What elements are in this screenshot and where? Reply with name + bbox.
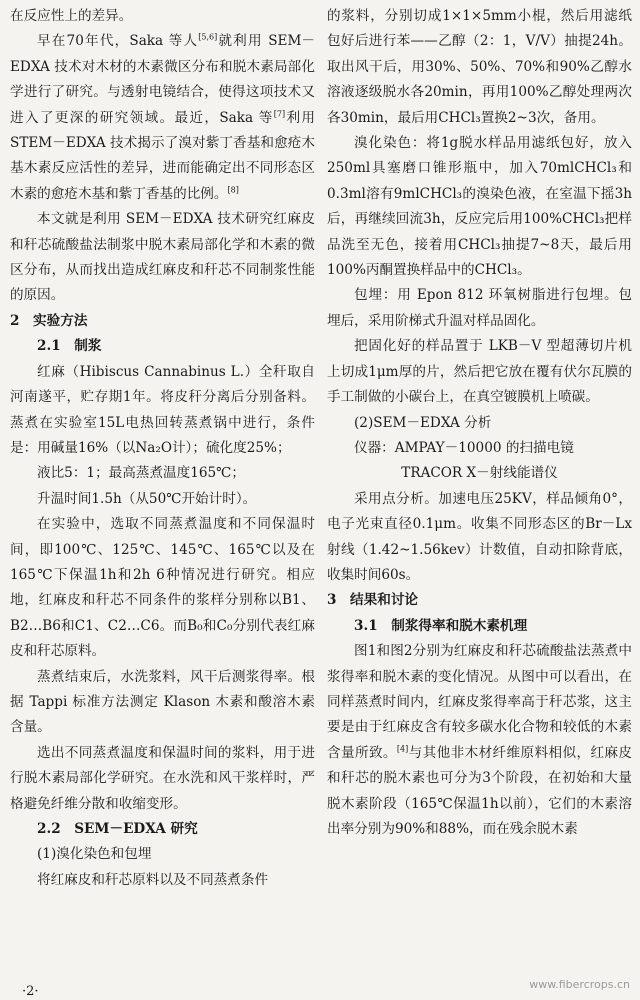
sub-heading-sem-analysis: (2)SEM－EDXA 分析 [354, 414, 492, 431]
right-column [327, 4, 632, 842]
paragraph: 在反应性上的差异。 [10, 8, 133, 24]
paragraph-cut: 将红麻皮和秆芯原料以及不同蒸煮条件 [37, 871, 269, 888]
paragraph-instrument: 仪器：AMPAY－10000 的扫描电镜 [354, 439, 574, 456]
paragraph-intro-saka: 早在70年代，Saka 等人[5,6]就利用 SEM－EDXA 技术对木材的木素微区分布和脱木素局部化学进行了研究。与透射电镜结合，使得这项技术又进入了更深的研究领域。最近，Saka 等[7]利用 STEM－EDXA 技术揭示了溴对紫丁香基和愈疮木基木素反应活性的差异，进而能确定出不同形态区木素的愈疮木基和紫丁香基的比例。[8] [10, 32, 315, 202]
paragraph-purpose: 本文就是利用 SEM－EDXA 技术研究红麻皮和秆芯硫酸盐法制浆中脱木素局部化学和木素的微区分布，从而找出造成红麻皮和秆芯不同制浆性能的原因。 [10, 211, 315, 304]
section-heading-results: 3 结果和讨论 [327, 592, 419, 609]
citation: [5,6] [198, 32, 218, 42]
paragraph-condition: 升温时间1.5h（从50℃开始计时）。 [37, 490, 257, 507]
paragraph-analysis: 采用点分析。加速电压25KV，样品倾角0°，电子光束直径0.1μm。收集不同形态区的Br－Lx射线（1.42~1.56kev）计数值，自动扣除背底，收集时间60s。 [327, 490, 632, 583]
citation: [7] [273, 109, 286, 119]
paragraph-bromination: 溴化染色：将1g脱水样品用滤纸包好，放入250ml具塞磨口锥形瓶中，加入70mlCHCl₃和0.3ml溶有9mlCHCl₃的溴染色液，在室温下摇3h后，再继续回流3h，反应完后用100%CHCl₃把样品洗至无色，接着用CHCl₃抽提7~8天，最后用100%丙酮置换样品中的CHCl₃。 [327, 135, 632, 279]
paragraph-embedding: 包埋：用 Epon 812 环氧树脂进行包埋。包埋后，采用阶梯式升温对样品固化。 [327, 287, 632, 329]
paragraph-selection: 选出不同蒸煮温度和保温时间的浆料，用于进行脱木素局部化学研究。在水洗和风干浆样时，严格避免纤维分散和收缩变形。 [10, 744, 315, 812]
paragraph-yield: 蒸煮结束后，水洗浆料，风干后测浆得率。根据 Tappi 标准方法测定 Klason 木素和酸溶木素含量。 [10, 668, 315, 736]
paragraph-sectioning: 把固化好的样品置于 LKB－V 型超薄切片机上切成1μm厚的片，然后把它放在覆有伏尔瓦膜的手工制做的小碳台上，在真空镀膜机上喷碳。 [327, 338, 632, 406]
watermark: www.fibercrops.cn [529, 978, 630, 991]
paragraph-samples: 在实验中，选取不同蒸煮温度和不同保温时间，即100℃、125℃、145℃、165℃以及在165℃下保温1h和2h 6种情况进行研究。相应地，红麻皮和秆芯不同条件的浆样分别称以B1、B2…B6和C1、C2…C6。而B₀和C₀分别代表红麻皮和秆芯原料。 [10, 516, 315, 660]
paragraph-results: 图1和图2分别为红麻皮和秆芯硫酸盐法蒸煮中浆得率和脱木素的变化情况。从图中可以看出，在同样蒸煮时间内，红麻皮浆得率高于秆芯浆，这主要是由于红麻皮含有较多碳水化合物和较低的木素含量所致。[4]与其他非木材纤维原料相似，红麻皮和秆芯的脱木素也可分为3个阶段，在初始和大量脱木素阶段（165℃保温1h以前），它们的木素溶出率分别为90%和88%，而在残余脱木素 [327, 643, 633, 837]
page-number: ·2· [22, 984, 39, 999]
subsection-heading-sem: 2.2 SEM－EDXA 研究 [37, 821, 198, 837]
paragraph-condition: 液比5：1；最高蒸煮温度165℃； [37, 465, 245, 482]
subsection-heading-yield: 3.1 制浆得率和脱木素机理 [354, 617, 528, 634]
subsection-heading-pulping: 2.1 制浆 [37, 338, 102, 355]
sub-heading-staining: (1)溴化染色和包埋 [37, 846, 152, 863]
citation: [4] [396, 744, 409, 754]
paragraph-instrument-2: TRACOR X－射线能谱仪 [401, 465, 558, 482]
citation: [8] [227, 185, 239, 195]
section-heading-methods: 2 实验方法 [10, 312, 88, 329]
left-column [10, 4, 315, 893]
paragraph-dehydration: 的浆料，分别切成1×1×5mm小棍，然后用滤纸包好后进行苯——乙醇（2：1，V/V）抽提24h。取出风干后，用30%、50%、70%和90%乙醇水溶液逐级脱水各20min，再用100%乙醇处理两次各30min，最后用CHCl₃置换2~3次，备用。 [327, 8, 632, 126]
paragraph-material: 红麻（Hibiscus Cannabinus L.）全秆取自河南遂平，贮存期1年。将皮秆分离后分别备料。蒸煮在实验室15L电热回转蒸煮锅中进行，条件是：用碱量16%（以Na₂O计）；硫化度25%； [10, 363, 315, 456]
